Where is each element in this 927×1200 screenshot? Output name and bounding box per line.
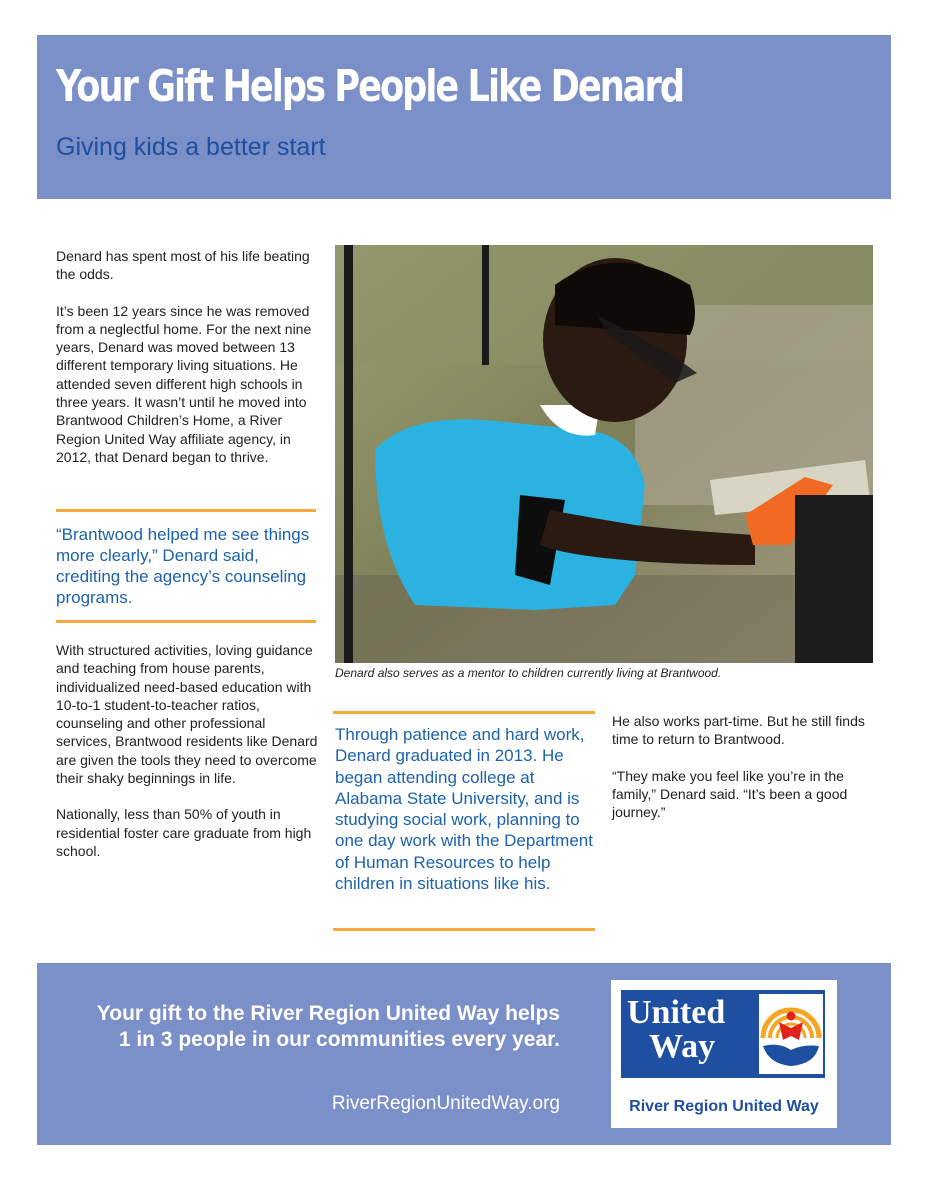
pull-quote-graduation <box>333 711 595 931</box>
photo-caption: Denard also serves as a mentor to children currently living at Brantwood. <box>335 666 722 680</box>
paragraph-statistic: Nationally, less than 50% of youth in residential foster care graduate from high school. <box>56 806 312 859</box>
logo-box <box>621 990 825 1078</box>
paragraph-part-time: He also works part-time. But he still finds time to return to Brantwood. <box>612 713 865 748</box>
logo-caption: River Region United Way <box>629 1098 819 1115</box>
paragraph-intro: Denard has spent most of his life beating the odds. <box>56 248 310 283</box>
pull-quote-text: “Brantwood helped me see things more clearly,” Denard said, crediting the agency’s counseling programs. <box>56 525 310 607</box>
gift-message <box>40 1001 560 1053</box>
logo-word-way: Way <box>649 1028 716 1065</box>
logo-emblem <box>759 994 823 1074</box>
gift-line-2: 1 in 3 people in our communities every year. <box>118 1028 560 1051</box>
pull-quote-brantwood <box>56 509 316 623</box>
footer-banner <box>37 963 891 1145</box>
gift-line-1: Your gift to the River Region United Way helps <box>96 1002 560 1025</box>
page-subtitle: Giving kids a better start <box>56 133 326 161</box>
united-way-emblem-icon <box>759 994 823 1074</box>
logo-wordmark <box>627 996 725 1064</box>
photo-denard-reading <box>335 245 873 663</box>
page-title: Your Gift Helps People Like Denard <box>56 61 684 112</box>
column-right <box>612 712 872 839</box>
paragraph-family-quote: “They make you feel like you’re in the family,” Denard said. “It’s been a good journey.” <box>612 767 848 821</box>
column-left-top <box>56 247 318 484</box>
paragraph-history: It’s been 12 years since he was removed from a neglectful home. For the next nine years, Denard was moved between 13 different temporary living situations. He attended seven different high schools in three years. It wasn’t until he moved into Brantwood Children’s Home, a River Region United Way affiliate agency, in 2012, that Denard began to thrive. <box>56 302 312 465</box>
column-left-bottom <box>56 641 318 878</box>
pull-quote-text: Through patience and hard work, Denard graduated in 2013. He began attending college at Alabama State University, and is studying social work, planning to one day work with the Department of Human Resources to help children in situations like his. <box>335 725 593 894</box>
website-link[interactable]: RiverRegionUnitedWay.org <box>331 1093 560 1114</box>
logo-word-united: United <box>627 994 726 1031</box>
paragraph-services: With structured activities, loving guidance and teaching from house parents, individualized need-based education with 10-to-1 student-to-teacher ratios, counseling and other professional services, Brantwood residents like Denard are given the tools they need to overcome their shaky beginnings in life. <box>56 642 318 787</box>
united-way-logo <box>611 980 837 1128</box>
header-banner <box>37 35 891 199</box>
photo-illustration <box>335 245 873 663</box>
